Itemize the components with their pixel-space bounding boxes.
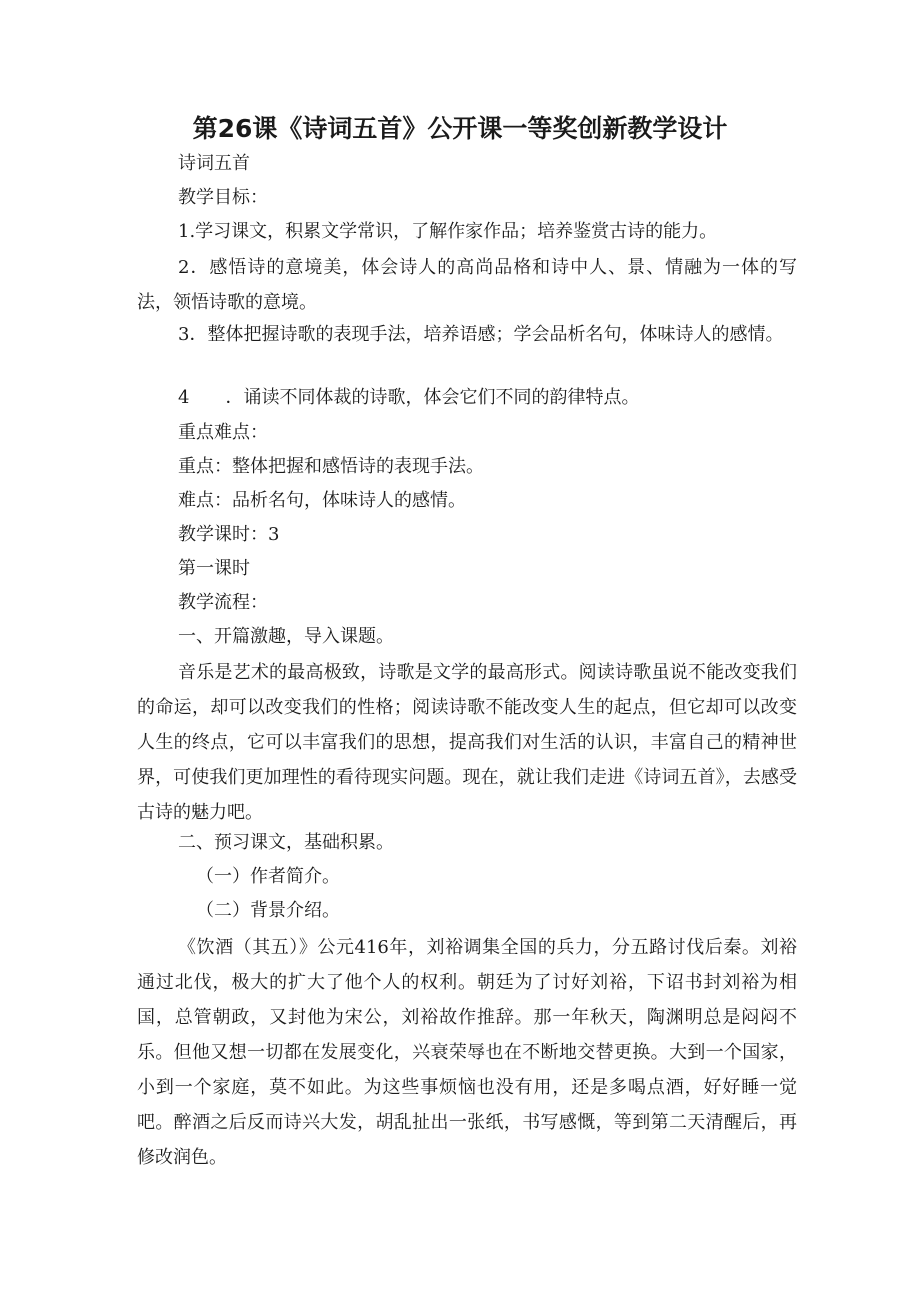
first-lesson-heading: 第一课时 [178, 558, 250, 579]
key-difficult-label: 重点难点： [178, 422, 268, 443]
objective-1: 1.学习课文，积累文学常识，了解作家作品；培养鉴赏古诗的能力。 [178, 221, 718, 242]
objective-2: 2．感悟诗的意境美，体会诗人的高尚品格和诗中人、景、情融为一体的写法，领悟诗歌的意境。 [137, 257, 797, 313]
document-title: 第26课《诗词五首》公开课一等奖创新教学设计 [192, 114, 728, 143]
background-paragraph: 《饮酒（其五）》公元416年，刘裕调集全国的兵力，分五路讨伐后秦。刘裕通过北伐，极大的扩大了他个人的权利。朝廷为了讨好刘裕，下诏书封刘裕为相国，总管朝政，又封他为宋公，刘裕故作推辞。那一年秋天，陶渊明总是闷闷不乐。但他又想一切都在发展变化，兴衰荣辱也在不断地交替更换。大到一个国家，小到一个家庭，莫不如此。为这些事烦恼也没有用，还是多喝点酒，好好睡一觉吧。醉酒之后反而诗兴大发，胡乱扯出一张纸，书写感慨，等到第二天清醒后，再修改润色。 [137, 937, 797, 1168]
key-point: 重点：整体把握和感悟诗的表现手法。 [178, 456, 484, 477]
subtitle: 诗词五首 [178, 153, 250, 174]
objective-3: 3．整体把握诗歌的表现手法，培养语感；学会品析名句，体味诗人的感情。 [178, 324, 784, 345]
section-1-heading: 一、开篇激趣，导入课题。 [178, 626, 394, 647]
section-2-heading: 二、预习课文，基础积累。 [178, 832, 394, 853]
class-hours: 教学课时：3 [178, 524, 280, 545]
objectives-label: 教学目标： [178, 187, 268, 208]
subsection-background: （二）背景介绍。 [196, 900, 340, 921]
objective-4: 4 ．诵读不同体裁的诗歌，体会它们不同的韵律特点。 [178, 387, 640, 408]
difficult-point: 难点：品析名句，体味诗人的感情。 [178, 490, 466, 511]
subsection-author-intro: （一）作者简介。 [196, 866, 340, 887]
intro-paragraph: 音乐是艺术的最高极致，诗歌是文学的最高形式。阅读诗歌虽说不能改变我们的命运，却可以改变我们的性格；阅读诗歌不能改变人生的起点，但它却可以改变人生的终点，它可以丰富我们的思想，提高我们对生活的认识，丰富自己的精神世界，可使我们更加理性的看待现实问题。现在，就让我们走进《诗词五首》，去感受古诗的魅力吧。 [137, 662, 797, 823]
process-label: 教学流程： [178, 592, 268, 613]
